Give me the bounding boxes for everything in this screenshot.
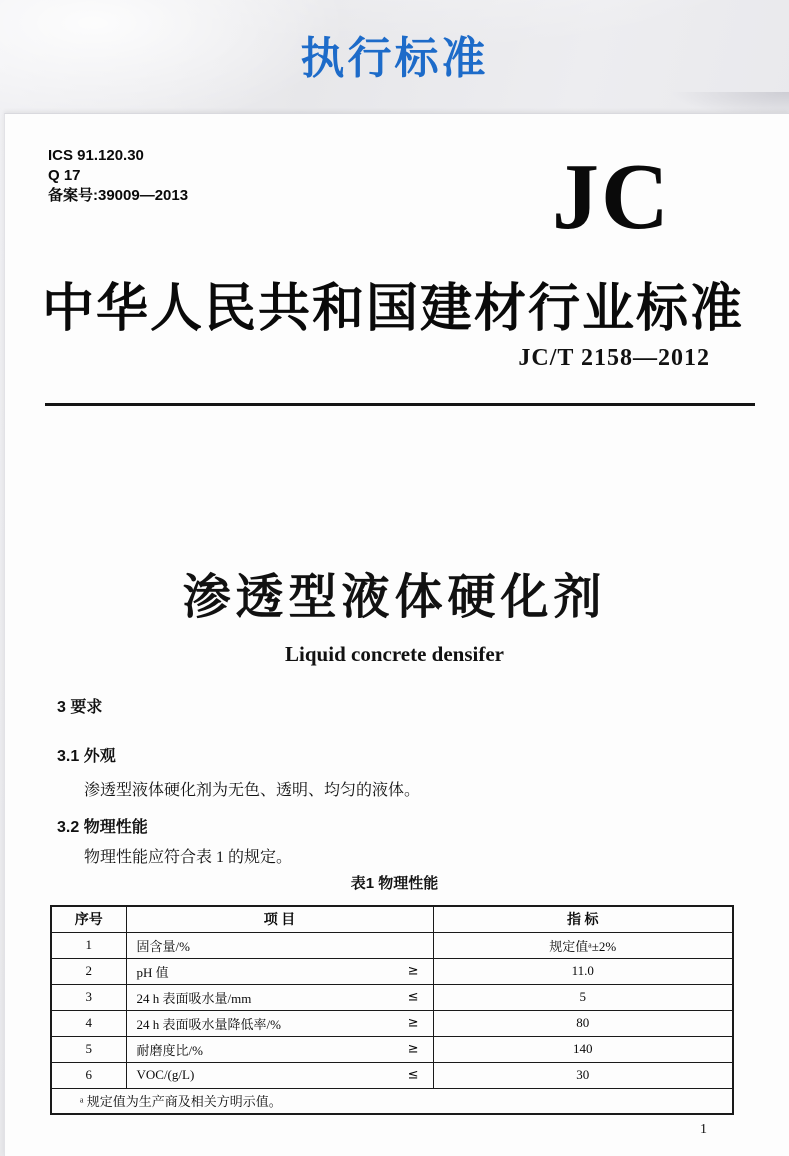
page-number: 1 (700, 1122, 707, 1137)
table-1-caption: 表1 物理性能 (350, 875, 439, 892)
row-comparison-symbol: ≤ (407, 1067, 419, 1083)
row-item (126, 1036, 433, 1062)
row-no: 1 (51, 932, 126, 958)
row-item-label: pH 值 (136, 964, 169, 980)
document-title-en: Liquid concrete densifer (285, 642, 504, 666)
section-3-1-heading: 3.1 外观 (57, 748, 116, 765)
row-comparison-symbol: ≥ (407, 1041, 419, 1057)
table-footnote: ᵃ 规定值为生产商及相关方明示值。 (51, 1088, 733, 1114)
header-cell-no: 序号 (51, 906, 126, 932)
classification-code: Q 17 (48, 167, 81, 184)
row-no: 6 (51, 1062, 126, 1088)
standard-org-title: 中华人民共和国建材行业标准 (42, 281, 745, 338)
header-cell-index: 指 标 (433, 906, 733, 932)
row-value: 30 (433, 1062, 733, 1088)
physical-properties-table-body (51, 932, 733, 1088)
table-row (51, 932, 733, 958)
section-3-1-paragraph: 渗透型液体硬化剂为无色、透明、均匀的液体。 (84, 782, 421, 799)
row-item (126, 958, 433, 984)
row-item (126, 1062, 433, 1088)
table-row (51, 958, 733, 984)
header-divider-rule (45, 403, 755, 406)
row-value: 规定值ᵃ±2% (433, 932, 733, 958)
row-comparison-symbol: ≥ (407, 1015, 419, 1031)
standard-number: JC/T 2158—2012 (518, 345, 710, 371)
row-no: 5 (51, 1036, 126, 1062)
table-row (51, 984, 733, 1010)
physical-properties-table (50, 905, 734, 1115)
header-cell-item: 项 目 (126, 906, 433, 932)
section-3-heading: 3 要求 (57, 699, 103, 716)
row-no: 2 (51, 958, 126, 984)
document-title-cn: 渗透型液体硬化剂 (182, 571, 607, 624)
row-value: 11.0 (433, 958, 733, 984)
banner-title: 执行标准 (300, 34, 489, 83)
ics-code: ICS 91.120.30 (48, 147, 144, 164)
row-comparison-symbol: ≤ (407, 989, 419, 1005)
row-item (126, 932, 433, 958)
table-footnote-row (51, 1088, 733, 1114)
standard-meta-block (48, 146, 188, 206)
row-item-label: 24 h 表面吸水量降低率/% (136, 1016, 281, 1032)
table-row (51, 1036, 733, 1062)
row-comparison-symbol: ≥ (407, 963, 419, 979)
jc-logo: JC (552, 145, 671, 249)
row-item-label: 耐磨度比/% (136, 1042, 203, 1058)
row-item-label: 固含量/% (136, 938, 190, 954)
record-number: 备案号:39009—2013 (48, 187, 189, 204)
row-item-label: 24 h 表面吸水量/mm (136, 990, 252, 1006)
row-value: 140 (433, 1036, 733, 1062)
row-no: 3 (51, 984, 126, 1010)
row-item-label: VOC/(g/L) (136, 1067, 195, 1082)
row-item (126, 1010, 433, 1036)
row-value: 80 (433, 1010, 733, 1036)
section-3-2-heading: 3.2 物理性能 (57, 819, 148, 836)
section-3-2-paragraph: 物理性能应符合表 1 的规定。 (84, 849, 293, 866)
row-item (126, 984, 433, 1010)
row-no: 4 (51, 1010, 126, 1036)
table-row (51, 1010, 733, 1036)
row-value: 5 (433, 984, 733, 1010)
table-header-row (51, 906, 733, 932)
table-row (51, 1062, 733, 1088)
